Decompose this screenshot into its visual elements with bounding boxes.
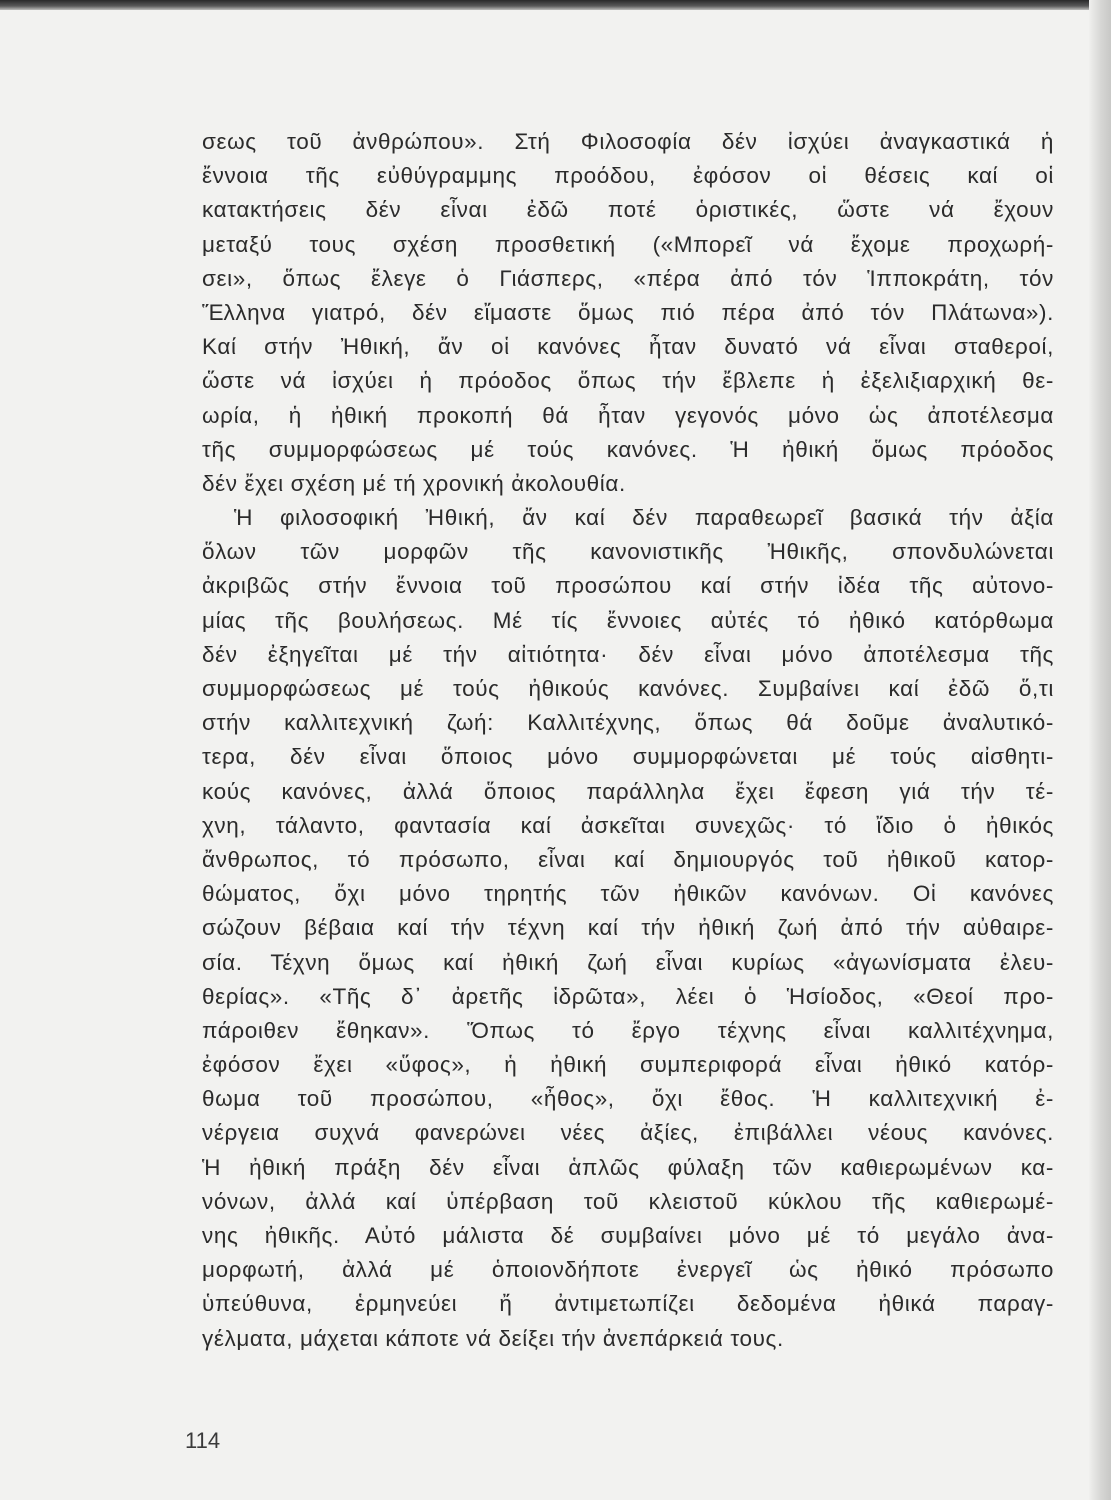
text-line: μεταξύ τους σχέση προσθετική («Μπορεῖ νά ἔχομε προχωρή- (202, 231, 1054, 257)
text-line: θωμα τοῦ προσώπου, «ἦθος», ὄχι ἔθος. Ἡ καλλιτεχνική ἐ- (202, 1086, 1054, 1112)
text-line: συμμορφώσεως μέ τούς ἠθικούς κανόνες. Συμβαίνει καί ἐδῶ ὅ,τι (202, 676, 1054, 701)
text-line: πάροιθεν ἔθηκαν». Ὅπως τό ἔργο τέχνης εἶναι καλλιτέχνημα, (202, 1017, 1054, 1043)
text-line: ἄνθρωπος, τό πρόσωπο, εἶναι καί δημιουργός τοῦ ἠθικοῦ κατορ- (202, 846, 1054, 872)
text-line: νης ἠθικῆς. Αὐτό μάλιστα δέ συμβαίνει μόνο μέ τό μεγάλο ἀνα- (202, 1223, 1054, 1248)
text-line: τῆς συμμορφώσεως μέ τούς κανόνες. Ἡ ἠθική ὅμως πρόοδος (202, 436, 1054, 462)
text-line: ἔννοια τῆς εὐθύγραμμης προόδου, ἐφόσον οἱ θέσεις καί οἱ (202, 163, 1054, 189)
text-line: ἐφόσον ἔχει «ὕφος», ἡ ἠθική συμπεριφορά εἶναι ἠθικό κατόρ- (202, 1052, 1054, 1078)
text-line: νέργεια συχνά φανερώνει νέες ἀξίες, ἐπιβάλλει νέους κανόνες. (202, 1120, 1054, 1146)
text-line: τερα, δέν εἶναι ὅποιος μόνο συμμορφώνεται μέ τούς αἰσθητι- (202, 744, 1054, 770)
text-line: στήν καλλιτεχνική ζωή: Καλλιτέχνης, ὅπως θά δοῦμε ἀναλυτικό- (202, 710, 1054, 736)
text-line: Ἕλληνα γιατρό, δέν εἴμαστε ὅμως πιό πέρα ἀπό τόν Πλάτωνα»). (202, 299, 1054, 325)
text-line: κατακτήσεις δέν εἶναι ἐδῶ ποτέ ὁριστικές, ὥστε νά ἔχουν (202, 197, 1054, 223)
text-line: γέλματα, μάχεται κάποτε νά δείξει τήν ἀνεπάρκειά τους. (202, 1325, 784, 1351)
text-line: δέν ἐξηγεῖται μέ τήν αἰτιότητα· δέν εἶναι μόνο ἀποτέλεσμα τῆς (202, 641, 1054, 667)
text-line: σώζουν βέβαια καί τήν τέχνη καί τήν ἠθική ζωή ἀπό τήν αὐθαιρε- (202, 915, 1054, 941)
text-line: Καί στήν Ἠθική, ἄν οἱ κανόνες ἦταν δυνατό νά εἶναι σταθεροί, (202, 334, 1054, 360)
text-line: ωρία, ἡ ἠθική προκοπή θά ἦταν γεγονός μόνο ὡς ἀποτέλεσμα (202, 402, 1054, 428)
text-line: χνη, τάλαντο, φαντασία καί ἀσκεῖται συνεχῶς· τό ἴδιο ὁ ἠθικός (202, 812, 1054, 838)
text-line: σεως τοῦ ἀνθρώπου». Στή Φιλοσοφία δέν ἰσχύει ἀναγκαστικά ἡ (202, 129, 1054, 154)
text-line: Ἡ φιλοσοφική Ἠθική, ἄν καί δέν παραθεωρεῖ βασικά τήν ἀξία (234, 505, 1054, 531)
text-line: μίας τῆς βουλήσεως. Μέ τίς ἔννοιες αὐτές τό ἠθικό κατόρθωμα (202, 607, 1054, 633)
text-line: δέν ἔχει σχέση μέ τή χρονική ἀκολουθία. (202, 470, 626, 496)
scan-right-edge (1089, 0, 1111, 1500)
body-text (202, 125, 1054, 1356)
text-line: ὥστε νά ἰσχύει ἡ πρόοδος ὅπως τήν ἔβλεπε ἡ ἐξελιξιαρχική θε- (202, 368, 1054, 394)
text-line: μορφωτή, ἀλλά μέ ὁποιονδήποτε ἐνεργεῖ ὡς ἠθικό πρόσωπο (202, 1257, 1054, 1283)
text-line: κούς κανόνες, ἀλλά ὅποιος παράλληλα ἔχει ἔφεση γιά τήν τέ- (202, 778, 1054, 804)
text-line: ὑπεύθυνα, ἑρμηνεύει ἤ ἀντιμετωπίζει δεδομένα ἠθικά παραγ- (202, 1291, 1054, 1317)
text-line: νόνων, ἀλλά καί ὑπέρβαση τοῦ κλειστοῦ κύκλου τῆς καθιερωμέ- (202, 1188, 1054, 1214)
text-line: ὅλων τῶν μορφῶν τῆς κανονιστικῆς Ἠθικῆς, σπονδυλώνεται (202, 539, 1054, 565)
text-line: σει», ὅπως ἔλεγε ὁ Γιάσπερς, «πέρα ἀπό τόν Ἱπποκράτη, τόν (202, 265, 1054, 291)
text-line: θερίας». «Τῆς δ᾽ ἀρετῆς ἱδρῶτα», λέει ὁ Ἡσίοδος, «Θεοί προ- (202, 983, 1054, 1009)
scan-top-edge (0, 0, 1111, 10)
text-line: θώματος, ὄχι μόνο τηρητής τῶν ἠθικῶν κανόνων. Οἱ κανόνες (202, 881, 1054, 907)
text-line: Ἡ ἠθική πράξη δέν εἶναι ἁπλῶς φύλαξη τῶν καθιερωμένων κα- (202, 1154, 1054, 1180)
text-line: σία. Τέχνη ὅμως καί ἠθική ζωή εἶναι κυρίως «ἀγωνίσματα ἐλευ- (202, 949, 1054, 975)
text-line: ἀκριβῶς στήν ἔννοια τοῦ προσώπου καί στήν ἰδέα τῆς αὐτονο- (202, 573, 1054, 599)
page-number: 114 (185, 1428, 221, 1453)
